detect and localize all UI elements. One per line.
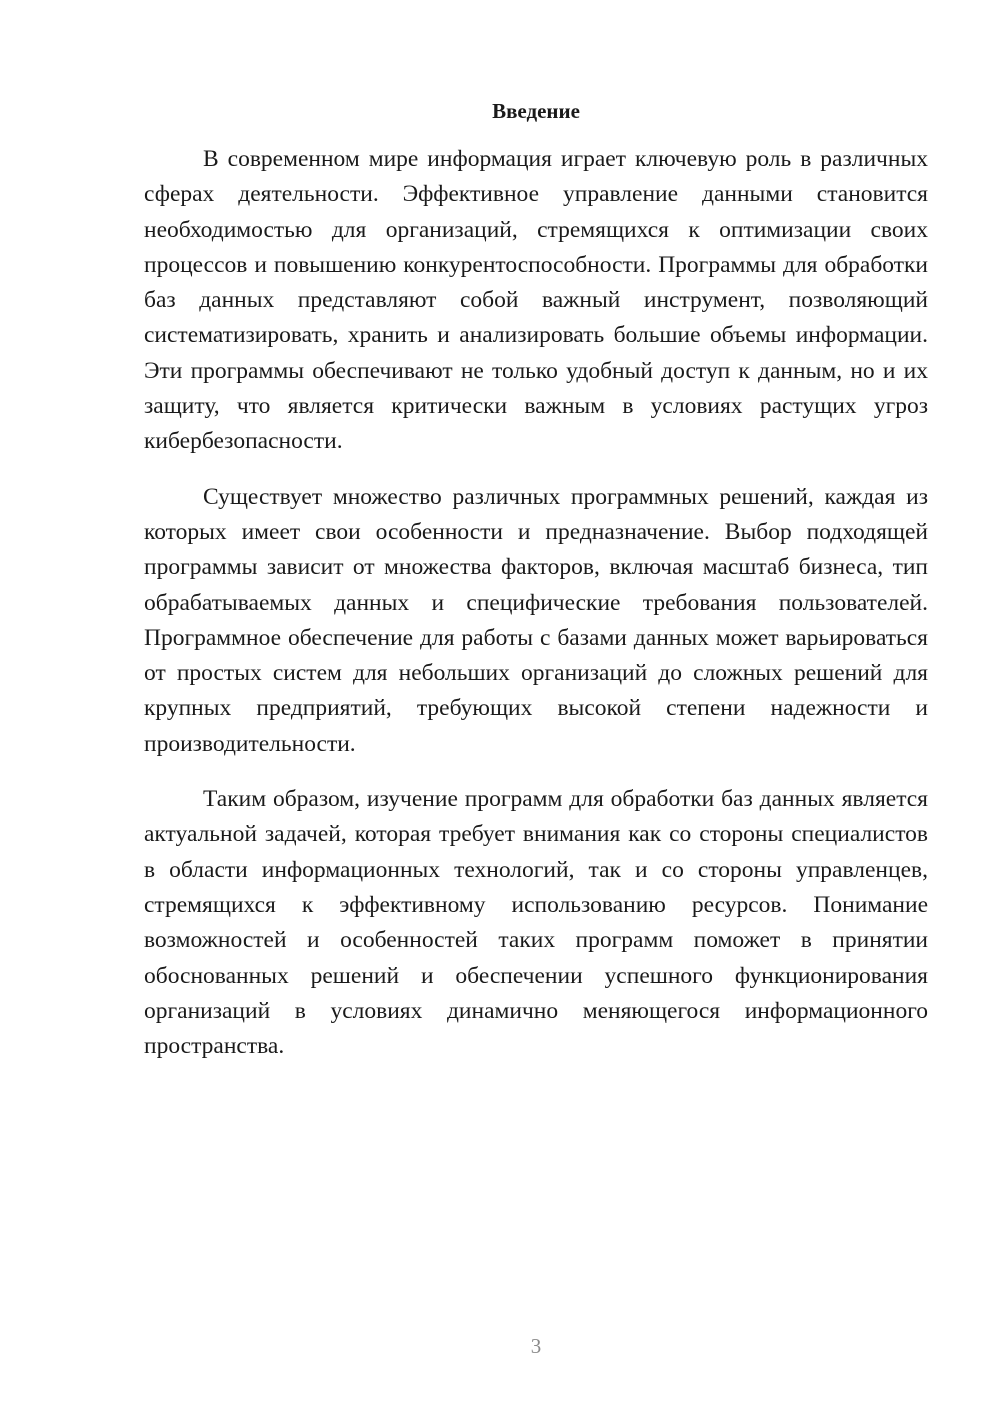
page-number: 3: [530, 1334, 542, 1358]
page-title: Введение: [492, 99, 580, 123]
body-text: [144, 142, 928, 1064]
paragraph-1: В современном мире информация играет ключевую роль в различных сферах деятельности. Эффективное управление данными становится необходимостью для организаций, стремящихся к оптимизации своих процессов и повышению конкурентоспособности. Программы для обработки баз данных представляют собой важный инструмент, позволяющий систематизировать, хранить и анализировать большие объемы информации. Эти программы обеспечивают не только удобный доступ к данным, но и их защиту, что является критически важным в условиях растущих угроз кибербезопасности.: [144, 146, 928, 455]
paragraph-2: Существует множество различных программных решений, каждая из которых имеет свои особенности и предназначение. Выбор подходящей программы зависит от множества факторов, включая масштаб бизнеса, тип обрабатываемых данных и специфические требования пользователей. Программное обеспечение для работы с базами данных может варьироваться от простых систем для небольших организаций до сложных решений для крупных предприятий, требующих высокой степени надежности и производительности.: [144, 483, 928, 757]
paragraph-3: Таким образом, изучение программ для обработки баз данных является актуальной задачей, которая требует внимания как со стороны специалистов в области информационных технологий, так и со стороны управленцев, стремящихся к эффективному использованию ресурсов. Понимание возможностей и особенностей таких программ поможет в принятии обоснованных решений и обеспечении успешного функционирования организаций в условиях динамично меняющегося информационного пространства.: [144, 786, 928, 1060]
